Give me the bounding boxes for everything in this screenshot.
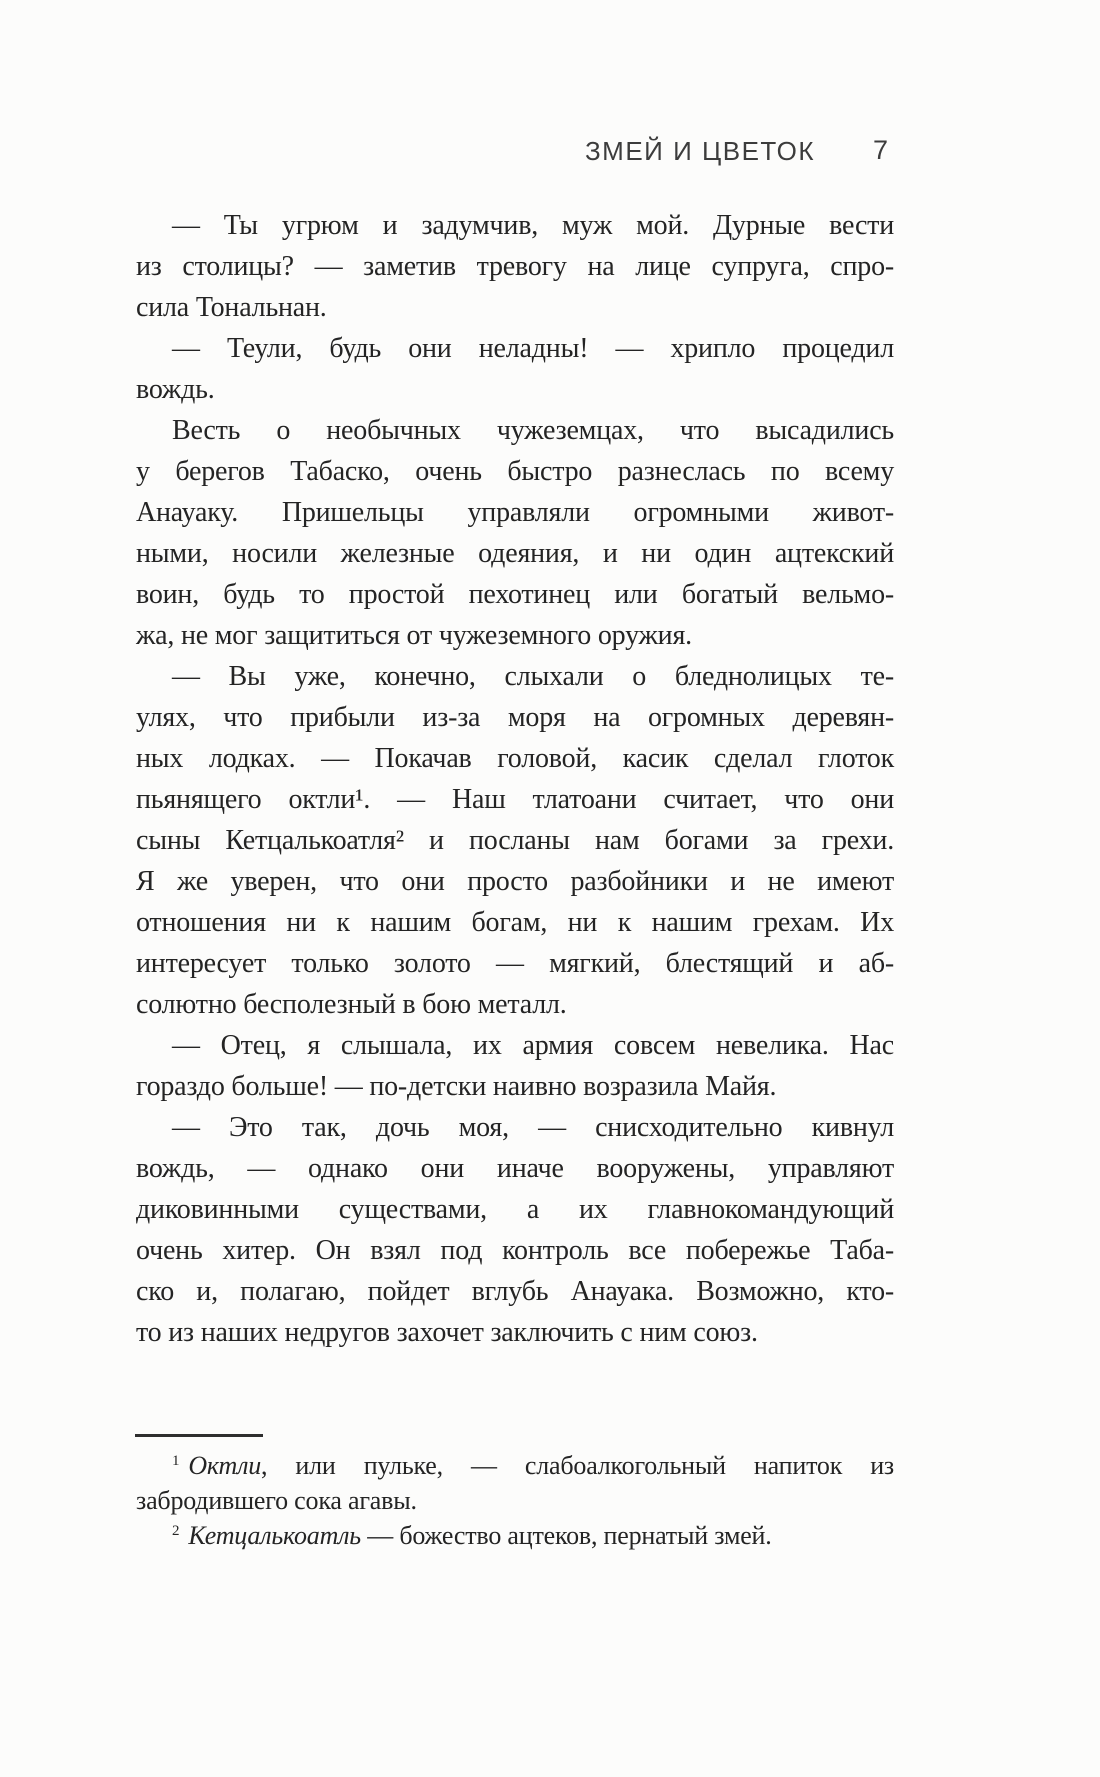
body-line: диковинными существами, а их главнокомандующий (136, 1194, 894, 1225)
footnote-2-text: — божество ацтеков, пернатый змей. (360, 1521, 772, 1550)
body-line: у берегов Табаско, очень быстро разнеслась по всему (136, 456, 894, 487)
body-line: Я же уверен, что они просто разбойники и не имеют (136, 866, 894, 897)
body-line: — Отец, я слышала, их армия совсем невелика. Нас (172, 1030, 894, 1061)
footnote-2-marker: 2 (172, 1523, 180, 1539)
body-line: Весть о необычных чужеземцах, что высадились (172, 415, 894, 446)
body-text (136, 205, 894, 1353)
body-line: гораздо больше! — по-детски наивно возразила Майя. (136, 1071, 777, 1102)
body-line: то из наших недругов захочет заключить с ним союз. (136, 1317, 758, 1348)
running-header (0, 136, 1100, 166)
body-line: сыны Кетцалькоатля² и посланы нам богами за грехи. (136, 825, 894, 856)
body-line: ными, носили железные одеяния, и ни один ацтекский (136, 538, 894, 569)
body-line: воин, будь то простой пехотинец или богатый вельмо- (136, 579, 894, 610)
body-line: пьянящего октли¹. — Наш тлатоани считает, что они (136, 784, 894, 815)
chapter-title: ЗМЕЙ И ЦВЕТОК (584, 136, 815, 166)
footnote-separator (135, 1434, 263, 1437)
footnote-2-term: Кетцалькоатль (188, 1521, 361, 1550)
page-number: 7 (872, 135, 888, 165)
body-line: — Вы уже, конечно, слыхали о бледнолицых те- (172, 661, 894, 692)
footnote-1-line-2: забродившего сока агавы. (136, 1486, 417, 1515)
body-line: отношения ни к нашим богам, ни к нашим грехам. Их (136, 907, 894, 938)
body-line: — Это так, дочь моя, — снисходительно кивнул (172, 1112, 894, 1143)
body-line: Анауаку. Пришельцы управляли огромными живот- (136, 497, 894, 528)
footnote-1-marker: 1 (172, 1453, 180, 1469)
body-line: ных лодках. — Покачав головой, касик сделал глоток (136, 743, 894, 774)
body-line: вождь. (136, 374, 215, 405)
footnote-1-term: Октли (188, 1451, 262, 1480)
body-line: ско и, полагаю, пойдет вглубь Анауака. Возможно, кто- (136, 1276, 894, 1307)
body-line: сила Тональнан. (136, 292, 327, 323)
footnote-1-line-1 (136, 1448, 894, 1483)
body-line: — Теули, будь они неладны! — хрипло процедил (172, 333, 894, 364)
footnote-1-text: , или пульке, — слабоалкогольный напиток из (261, 1451, 894, 1480)
body-line: из столицы? — заметив тревогу на лице супруга, спро- (136, 251, 894, 282)
body-line: интересует только золото — мягкий, блестящий и аб- (136, 948, 894, 979)
body-line: вождь, — однако они иначе вооружены, управляют (136, 1153, 894, 1184)
body-line: очень хитер. Он взял под контроль все побережье Таба- (136, 1235, 894, 1266)
footnote-2-line-1 (136, 1518, 894, 1553)
footnotes (136, 1448, 894, 1553)
body-line: улях, что прибыли из-за моря на огромных деревян- (136, 702, 894, 733)
body-line: жа, не мог защититься от чужеземного оружия. (136, 620, 692, 651)
body-line: — Ты угрюм и задумчив, муж мой. Дурные вести (172, 210, 894, 241)
body-line: солютно бесполезный в бою металл. (136, 989, 567, 1020)
